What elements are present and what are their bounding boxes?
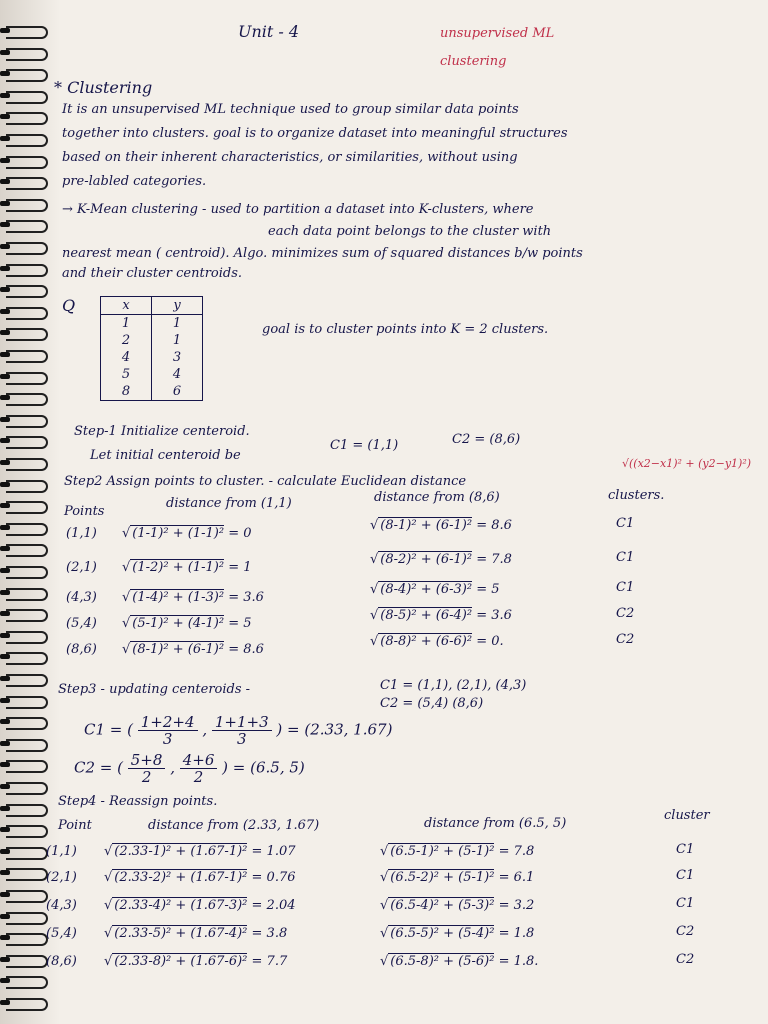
spiral-ring <box>0 542 52 556</box>
step4-distance-c2: √ (6.5-5)² + (5-4)² = 1.8 <box>380 926 535 941</box>
spiral-ring <box>0 132 52 146</box>
step3-c1-set: C1 = (1,1), (2,1), (4,3) <box>380 678 527 693</box>
step2-distance-c1: √ (8-1)² + (6-1)² = 8.6 <box>122 642 264 657</box>
step2-distance-c2: √ (8-1)² + (6-1)² = 8.6 <box>370 518 512 533</box>
goal-text: goal is to cluster points into K = 2 clusters. <box>262 322 549 337</box>
step4-distance-c2: √ (6.5-1)² + (5-1)² = 7.8 <box>380 844 535 859</box>
spiral-ring <box>0 564 52 578</box>
spiral-ring <box>0 758 52 772</box>
spiral-ring <box>0 802 52 816</box>
step4-point: (2,1) <box>46 870 77 885</box>
step2-point: (8,6) <box>66 642 97 657</box>
step2-cluster: C2 <box>616 632 635 647</box>
step4-distance-c1: √ (2.33-8)² + (1.67-6)² = 7.7 <box>104 954 288 969</box>
spiral-ring <box>0 521 52 535</box>
spiral-ring <box>0 175 52 189</box>
step4-header-cluster: cluster <box>664 808 710 823</box>
step2-distance-c1: √ (5-1)² + (4-1)² = 5 <box>122 616 252 631</box>
step4-point: (4,3) <box>46 898 77 913</box>
step4-distance-c2: √ (6.5-8)² + (5-6)² = 1.8. <box>380 954 539 969</box>
step2-text: Step2 Assign points to cluster. - calculate Euclidean distance <box>64 474 467 489</box>
table-row: 4 3 <box>101 349 203 366</box>
step4-point: (1,1) <box>46 844 77 859</box>
step4-cluster: C1 <box>676 868 695 883</box>
spiral-ring <box>0 218 52 232</box>
step4-cluster: C2 <box>676 952 695 967</box>
table-header-y: y <box>152 297 203 315</box>
definition-line-4: pre-labled categories. <box>62 174 207 189</box>
spiral-ring <box>0 672 52 686</box>
kmean-line-4: and their cluster centroids. <box>62 266 243 281</box>
step2-cluster: C2 <box>616 606 635 621</box>
spiral-ring <box>0 996 52 1010</box>
table-row: 2 1 <box>101 332 203 349</box>
step2-point: (2,1) <box>66 560 97 575</box>
spiral-ring <box>0 262 52 276</box>
spiral-ring <box>0 715 52 729</box>
step2-cluster: C1 <box>616 550 635 565</box>
clustering-heading: * Clustering <box>54 78 153 97</box>
spiral-ring <box>0 434 52 448</box>
step4-header-d1: distance from (2.33, 1.67) <box>148 818 320 833</box>
step1-sub: Let initial centeroid be <box>90 448 241 463</box>
step4-header-d2: distance from (6.5, 5) <box>424 816 567 831</box>
kmean-line-2: each data point belongs to the cluster with <box>268 224 552 239</box>
step2-header-d2: distance from (8,6) <box>374 490 500 505</box>
step4-cluster: C1 <box>676 896 695 911</box>
spiral-ring <box>0 370 52 384</box>
step2-distance-c1: √ (1-1)² + (1-1)² = 0 <box>122 526 252 541</box>
step2-distance-c1: √ (1-2)² + (1-1)² = 1 <box>122 560 252 575</box>
step4-distance-c1: √ (2.33-5)² + (1.67-4)² = 3.8 <box>104 926 288 941</box>
spiral-ring <box>0 607 52 621</box>
step4-cluster: C2 <box>676 924 695 939</box>
step4-header-point: Point <box>58 818 92 833</box>
step2-point: (5,4) <box>66 616 97 631</box>
spiral-ring <box>0 46 52 60</box>
kmean-line-3: nearest mean ( centroid). Algo. minimizes sum of squared distances b/w points <box>62 246 583 261</box>
step1-text: Step-1 Initialize centeroid. <box>74 424 250 439</box>
red-note-2: clustering <box>440 54 507 69</box>
step2-distance-c1: √ (1-4)² + (1-3)² = 3.6 <box>122 590 264 605</box>
step2-point: (1,1) <box>66 526 97 541</box>
spiral-ring <box>0 694 52 708</box>
step2-cluster: C1 <box>616 580 635 595</box>
step4-point: (5,4) <box>46 926 77 941</box>
definition-line-1: It is an unsupervised ML technique used to group similar data points <box>62 102 519 117</box>
spiral-ring <box>0 888 52 902</box>
spiral-ring <box>0 283 52 297</box>
step2-formula: √((x2−x1)² + (y2−y1)²) <box>622 457 752 470</box>
step1-c2: C2 = (8,6) <box>452 432 521 447</box>
table-row: 8 6 <box>101 383 203 401</box>
spiral-ring <box>0 413 52 427</box>
step1-c1: C1 = (1,1) <box>330 438 399 453</box>
spiral-ring <box>0 629 52 643</box>
spiral-ring <box>0 110 52 124</box>
unit-title: Unit - 4 <box>238 22 300 41</box>
spiral-ring <box>0 240 52 254</box>
table-header-x: x <box>101 297 152 315</box>
spiral-ring <box>0 456 52 470</box>
spiral-ring <box>0 24 52 38</box>
step2-header-cluster: clusters. <box>608 488 665 503</box>
step4-distance-c1: √ (2.33-2)² + (1.67-1)² = 0.76 <box>104 870 296 885</box>
spiral-ring <box>0 478 52 492</box>
step3-c1-equation: C1 = ( $\frac{1+2+4}{3}$ , $\frac{1+1+3}{3}$ ) = (2.33, 1.67) <box>84 713 393 748</box>
spiral-ring <box>0 586 52 600</box>
step3-text: Step3 - updating centeroids - <box>58 682 251 697</box>
spiral-ring <box>0 197 52 211</box>
spiral-ring <box>0 67 52 81</box>
data-table <box>100 296 203 401</box>
step4-distance-c1: √ (2.33-4)² + (1.67-3)² = 2.04 <box>104 898 296 913</box>
spiral-ring <box>0 348 52 362</box>
spiral-ring <box>0 391 52 405</box>
red-note-1: unsupervised ML <box>440 26 555 41</box>
step4-distance-c2: √ (6.5-2)² + (5-1)² = 6.1 <box>380 870 535 885</box>
table-row: 1 1 <box>101 315 203 333</box>
step2-header-d1: distance from (1,1) <box>166 496 292 511</box>
step4-distance-c1: √ (2.33-1)² + (1.67-1)² = 1.07 <box>104 844 296 859</box>
step3-c2-equation: C2 = ( $\frac{5+8}{2}$ , $\frac{4+6}{2}$ ) = (6.5, 5) <box>74 751 305 786</box>
step2-distance-c2: √ (8-5)² + (6-4)² = 3.6 <box>370 608 512 623</box>
step2-distance-c2: √ (8-8)² + (6-6)² = 0. <box>370 634 504 649</box>
spiral-ring <box>0 866 52 880</box>
spiral-ring <box>0 499 52 513</box>
spiral-ring <box>0 650 52 664</box>
step2-point: (4,3) <box>66 590 97 605</box>
kmean-line-1: → K-Mean clustering - used to partition a dataset into K-clusters, where <box>62 202 534 217</box>
step3-c2-set: C2 = (5,4) (8,6) <box>380 696 484 711</box>
step4-point: (8,6) <box>46 954 77 969</box>
step4-distance-c2: √ (6.5-4)² + (5-3)² = 3.2 <box>380 898 535 913</box>
spiral-ring <box>0 823 52 837</box>
spiral-ring <box>0 737 52 751</box>
step2-cluster: C1 <box>616 516 635 531</box>
step2-distance-c2: √ (8-2)² + (6-1)² = 7.8 <box>370 552 512 567</box>
spiral-ring <box>0 910 52 924</box>
spiral-ring <box>0 953 52 967</box>
spiral-ring <box>0 780 52 794</box>
definition-line-2: together into clusters. goal is to organize dataset into meaningful structures <box>62 126 568 141</box>
question-label: Q <box>62 296 76 315</box>
spiral-ring <box>0 931 52 945</box>
step4-cluster: C1 <box>676 842 695 857</box>
spiral-ring <box>0 89 52 103</box>
step2-header-points: Points <box>64 504 105 519</box>
table-row: 5 4 <box>101 366 203 383</box>
spiral-ring <box>0 845 52 859</box>
spiral-ring <box>0 305 52 319</box>
spiral-ring <box>0 974 52 988</box>
spiral-ring <box>0 154 52 168</box>
definition-line-3: based on their inherent characteristics, or similarities, without using <box>62 150 518 165</box>
step4-text: Step4 - Reassign points. <box>58 794 218 809</box>
spiral-ring <box>0 326 52 340</box>
step2-distance-c2: √ (8-4)² + (6-3)² = 5 <box>370 582 500 597</box>
